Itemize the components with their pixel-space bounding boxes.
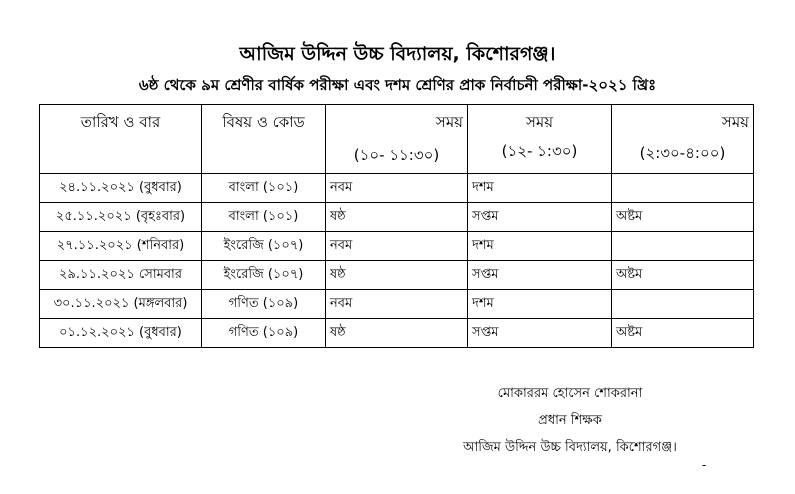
row-slot-2: সপ্তম [468, 261, 612, 290]
signatory-school: আজিম উদ্দিন উচ্চ বিদ্যালয়, কিশোরগঞ্জ। [463, 440, 677, 455]
header-slot-3-time: (২:৩০-৪:০০) [639, 144, 726, 162]
header-slot-2-label: সময় [525, 113, 554, 131]
row-slot-1: নবম [326, 174, 468, 203]
row-slot-3 [612, 174, 754, 203]
header-slot-3-label: সময় [721, 113, 749, 131]
row-date: ২৯.১১.২০২১ সোমবার [40, 261, 202, 290]
header-subject: বিষয় ও কোড [202, 105, 326, 174]
row-slot-1: নবম [326, 232, 468, 261]
row-date: ২৪.১১.২০২১ (বুধবার) [40, 174, 202, 203]
table-row [40, 174, 754, 203]
row-date: ০১.১২.২০২১ (বুধবার) [40, 319, 202, 348]
row-slot-3 [612, 290, 754, 319]
header-slot-2-time: (১২- ১:৩০) [501, 142, 578, 160]
row-subject: ইংরেজি (১০৭) [202, 232, 326, 261]
row-date: ২৫.১১.২০২১ (বৃহঃবার) [40, 203, 202, 232]
table-row [40, 232, 754, 261]
row-slot-3: অষ্টম [612, 203, 754, 232]
header-date: তারিখ ও বার [40, 105, 202, 174]
header-slot-1-time: (১০- ১১:৩০) [353, 146, 440, 164]
row-subject: বাংলা (১০১) [202, 174, 326, 203]
row-slot-1: ষষ্ঠ [326, 261, 468, 290]
exam-subtitle: ৬ষ্ঠ থেকে ৯ম শ্রেণীর বার্ষিক পরীক্ষা এবং দশম শ্রেণির প্রাক নির্বাচনী পরীক্ষা-২০২১ খ্রিঃ [138, 76, 657, 94]
row-date: ২৭.১১.২০২১ (শনিবার) [40, 232, 202, 261]
row-subject: গণিত (১০৯) [202, 290, 326, 319]
row-slot-3: অষ্টম [612, 261, 754, 290]
row-slot-1: ষষ্ঠ [326, 319, 468, 348]
header-slot-1 [326, 105, 468, 174]
row-slot-2: দশম [468, 232, 612, 261]
table-header-row [40, 105, 754, 174]
signatory-designation: প্রধান শিক্ষক [538, 413, 602, 428]
school-title: আজিম উদ্দিন উচ্চ বিদ্যালয়, কিশোরগঞ্জ। [239, 43, 556, 65]
header-slot-3 [612, 105, 754, 174]
table-row [40, 203, 754, 232]
signatory-name: মোকাররম হোসেন শোকরানা [497, 386, 643, 401]
row-slot-1: নবম [326, 290, 468, 319]
row-slot-3: অষ্টম [612, 319, 754, 348]
row-slot-2: সপ্তম [468, 203, 612, 232]
header-slot-1-label: সময় [435, 113, 463, 131]
table-row [40, 261, 754, 290]
header-slot-2 [468, 105, 612, 174]
row-slot-2: সপ্তম [468, 319, 612, 348]
trailing-mark: - [702, 458, 707, 472]
row-subject: গণিত (১০৯) [202, 319, 326, 348]
row-subject: বাংলা (১০১) [202, 203, 326, 232]
row-date: ৩০.১১.২০২১ (মঙ্গলবার) [40, 290, 202, 319]
row-slot-2: দশম [468, 290, 612, 319]
table-row [40, 290, 754, 319]
row-slot-2: দশম [468, 174, 612, 203]
row-subject: ইংরেজি (১০৭) [202, 261, 326, 290]
row-slot-3 [612, 232, 754, 261]
exam-schedule-table [39, 104, 754, 348]
row-slot-1: ষষ্ঠ [326, 203, 468, 232]
table-row [40, 319, 754, 348]
